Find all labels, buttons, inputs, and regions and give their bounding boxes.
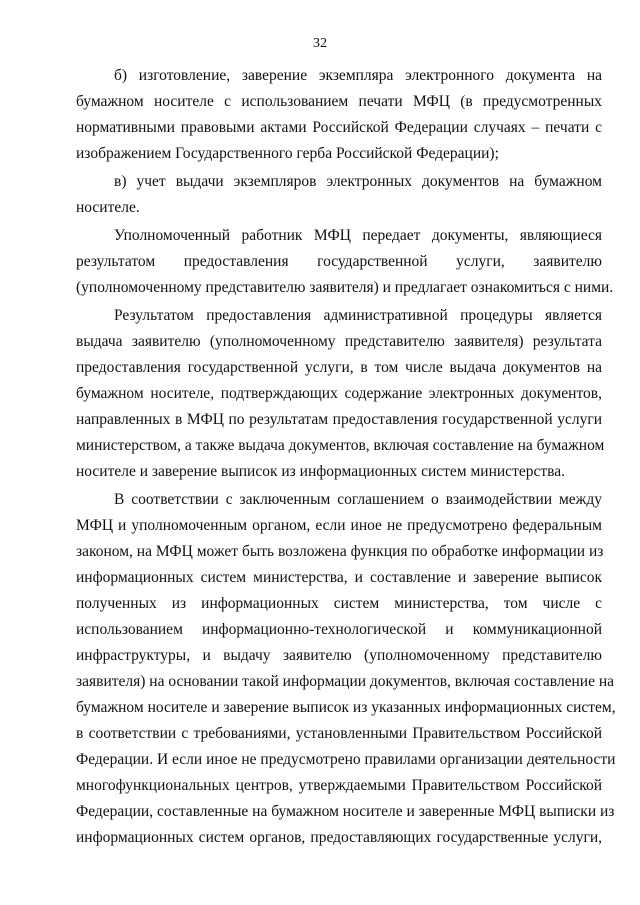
text-line: направленных в МФЦ по результатам предоставления государственной услуги: [76, 411, 602, 428]
text-line: нормативными правовыми актами Российской Федерации случаях – печати с: [76, 119, 602, 136]
text-line: Уполномоченный работник МФЦ передает документы, являющиеся: [114, 227, 602, 244]
text-line: выдача заявителю (уполномоченному представителю заявителя) результата: [76, 333, 602, 350]
text-line: информационных систем министерства, и составление и заверение выписок: [76, 569, 602, 586]
paragraph: [76, 487, 616, 851]
text-line: предоставления государственной услуги, в том числе выдача документов на: [76, 359, 602, 376]
text-line: в соответствии с требованиями, установленными Правительством Российской: [76, 725, 602, 742]
text-line: б) изготовление, заверение экземпляра электронного документа на: [114, 67, 602, 84]
text-line: изображением Государственного герба Российской Федерации);: [76, 145, 499, 162]
text-line: инфраструктуры, и выдачу заявителю (уполномоченному представителю: [76, 647, 602, 664]
text-line: Федерации, составленные на бумажном носителе и заверенные МФЦ выписки из: [76, 803, 615, 820]
text-line: бумажном носителе, подтверждающих содержание электронных документов,: [76, 385, 602, 402]
text-line: результатом предоставления государственной услуги, заявителю: [76, 253, 602, 270]
text-line: полученных из информационных систем министерства, том числе с: [76, 595, 602, 612]
text-line: информационных систем органов, предоставляющих государственные услуги,: [76, 829, 602, 846]
text-line: бумажном носителе с использованием печати МФЦ (в предусмотренных: [76, 93, 602, 110]
text-line: носителе и заверение выписок из информационных систем министерства.: [76, 463, 565, 480]
text-line: носителе.: [76, 199, 140, 216]
text-line: использованием информационно-технологической и коммуникационной: [76, 621, 602, 638]
text-line: министерством, а также выдача документов, включая составление на бумажном: [76, 437, 605, 454]
paragraph: [76, 169, 602, 221]
text-line: бумажном носителе и заверение выписок из указанных информационных систем,: [76, 699, 616, 716]
page-number: 32: [313, 36, 327, 51]
text-line: многофункциональных центров, утверждаемыми Правительством Российской: [76, 777, 602, 794]
paragraph: [76, 303, 605, 485]
paragraph: [76, 223, 614, 301]
text-line: В соответствии с заключенным соглашением о взаимодействии между: [114, 491, 602, 508]
text-line: в) учет выдачи экземпляров электронных документов на бумажном: [114, 173, 602, 190]
text-line: Федерации. И если иное не предусмотрено правилами организации деятельности: [76, 751, 616, 768]
text-line: заявителя) на основании такой информации документов, включая составление на: [76, 673, 615, 690]
text-line: Результатом предоставления административной процедуры является: [114, 307, 602, 324]
text-line: законом, на МФЦ может быть возложена функция по обработке информации из: [76, 543, 604, 560]
document-body: [76, 63, 616, 851]
text-line: (уполномоченному представителю заявителя) и предлагает ознакомиться с ними.: [76, 279, 614, 296]
text-line: МФЦ и уполномоченным органом, если иное не предусмотрено федеральным: [76, 517, 602, 534]
paragraph: [76, 63, 602, 167]
